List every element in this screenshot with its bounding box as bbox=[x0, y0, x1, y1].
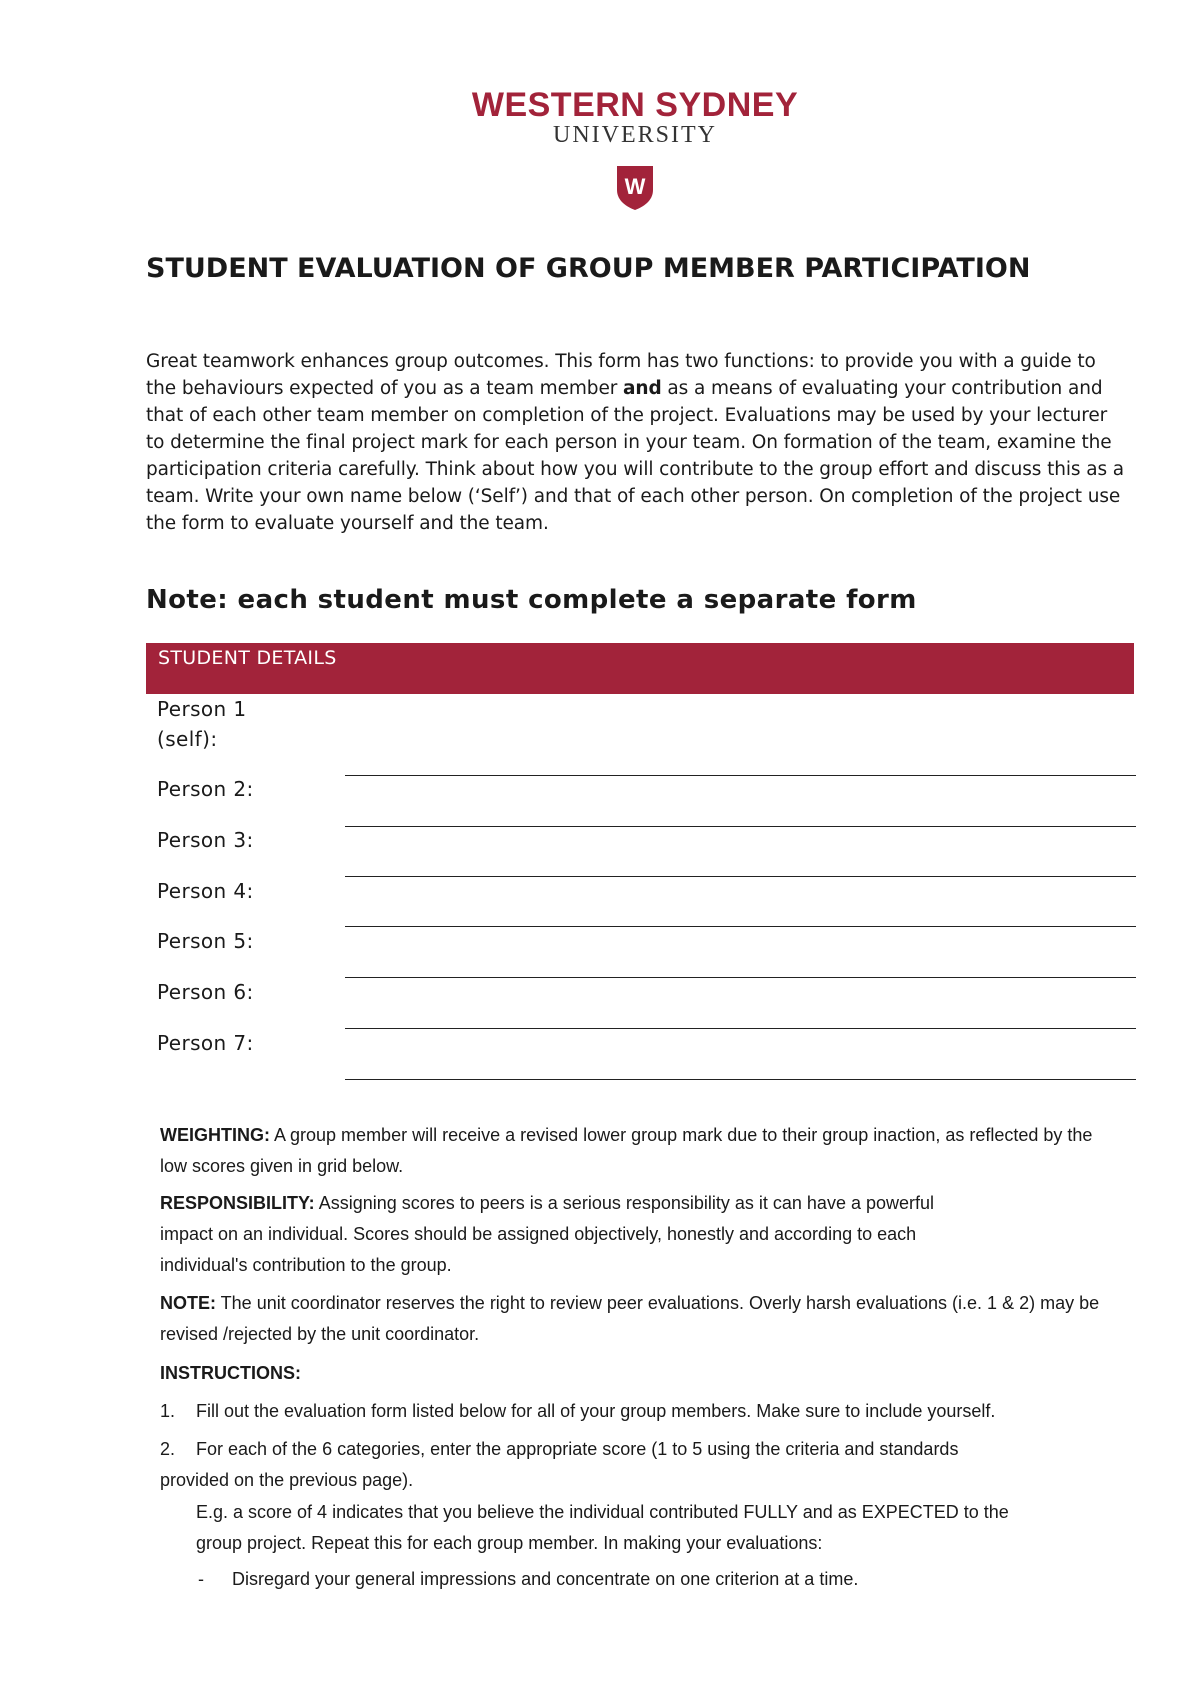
intro-text-2: as a means of evaluating your contribution and that of each other team member on completion of the project. Evaluations may be used by your lecturer to determine the final project mark for each person in your team. On formation of the team, examine the participation criteria carefully. Think about how you will contribute to the group effort and discuss this as a team. Write your own name below (‘Self’) and that of each other person. On completion of the project use the form to evaluate yourself and the team. bbox=[146, 378, 1125, 534]
example-line-2: group project. Repeat this for each group member. In making your evaluations: bbox=[196, 1533, 823, 1553]
person-3-label: Person 3: bbox=[157, 828, 254, 852]
instruction-1-number: 1. bbox=[160, 1401, 176, 1421]
instruction-2-number: 2. bbox=[160, 1439, 176, 1459]
person-2-label: Person 2: bbox=[157, 777, 254, 801]
weighting-text: A group member will receive a revised lower group mark due to their group inaction, as reflected by the low scores given in grid below. bbox=[160, 1125, 1093, 1176]
weighting-paragraph bbox=[160, 1120, 1105, 1182]
responsibility-line-2: impact on an individual. Scores should be assigned objectively, honestly and according to each bbox=[160, 1224, 917, 1244]
page-title: STUDENT EVALUATION OF GROUP MEMBER PARTICIPATION bbox=[146, 253, 1031, 284]
person-4-name-field[interactable] bbox=[345, 926, 1136, 927]
person-7-label: Person 7: bbox=[157, 1031, 254, 1055]
person-6-name-field[interactable] bbox=[345, 1028, 1136, 1029]
university-logo bbox=[470, 86, 800, 222]
person-4-label: Person 4: bbox=[157, 879, 254, 903]
weighting-key: WEIGHTING: bbox=[160, 1125, 270, 1145]
instructions-heading: INSTRUCTIONS: bbox=[160, 1363, 301, 1383]
responsibility-paragraph bbox=[160, 1188, 1120, 1281]
responsibility-line-1: Assigning scores to peers is a serious responsibility as it can have a powerful bbox=[314, 1193, 934, 1213]
person-7-name-field[interactable] bbox=[345, 1079, 1136, 1080]
note-key: NOTE: bbox=[160, 1293, 216, 1313]
student-details-header: STUDENT DETAILS bbox=[146, 643, 1134, 694]
person-1-label: Person 1 bbox=[157, 697, 247, 721]
responsibility-key: RESPONSIBILITY: bbox=[160, 1193, 315, 1213]
intro-paragraph bbox=[146, 348, 1126, 537]
person-1-name-field[interactable] bbox=[345, 775, 1136, 776]
instruction-1-text: Fill out the evaluation form listed below for all of your group members. Make sure to include yourself. bbox=[196, 1401, 996, 1421]
bullet-dash: - bbox=[198, 1569, 204, 1589]
instruction-2-text: For each of the 6 categories, enter the appropriate score (1 to 5 using the criteria and standards bbox=[196, 1439, 959, 1459]
example-line-1: E.g. a score of 4 indicates that you believe the individual contributed FULLY and as EXPECTED to the bbox=[196, 1502, 1009, 1522]
shield-icon bbox=[615, 164, 655, 212]
intro-text-1: Great teamwork enhances group outcomes. This form has two functions: to provide you with a guide to the behaviours expected of you as a team member bbox=[146, 351, 1096, 399]
logo-wordmark-university: UNIVERSITY bbox=[553, 122, 717, 148]
logo-wordmark-western-sydney: WESTERN SYDNEY bbox=[471, 86, 799, 124]
person-5-name-field[interactable] bbox=[345, 977, 1136, 978]
responsibility-line-3: individual's contribution to the group. bbox=[160, 1255, 452, 1275]
shield-letter: W bbox=[624, 174, 646, 199]
note-paragraph bbox=[160, 1288, 1125, 1350]
person-3-name-field[interactable] bbox=[345, 876, 1136, 877]
person-2-name-field[interactable] bbox=[345, 826, 1136, 827]
person-5-label: Person 5: bbox=[157, 929, 254, 953]
bullet-text: Disregard your general impressions and concentrate on one criterion at a time. bbox=[232, 1569, 859, 1589]
note-text: The unit coordinator reserves the right to review peer evaluations. Overly harsh evaluations (i.e. 1 & 2) may be revised /rejected by the unit coordinator. bbox=[160, 1293, 1100, 1344]
person-6-label: Person 6: bbox=[157, 980, 254, 1004]
intro-bold-and: and bbox=[623, 378, 662, 399]
separate-form-note: Note: each student must complete a separate form bbox=[146, 585, 917, 615]
instruction-2-text-cont: provided on the previous page). bbox=[160, 1470, 414, 1490]
person-1-label-self: (self): bbox=[157, 727, 218, 751]
